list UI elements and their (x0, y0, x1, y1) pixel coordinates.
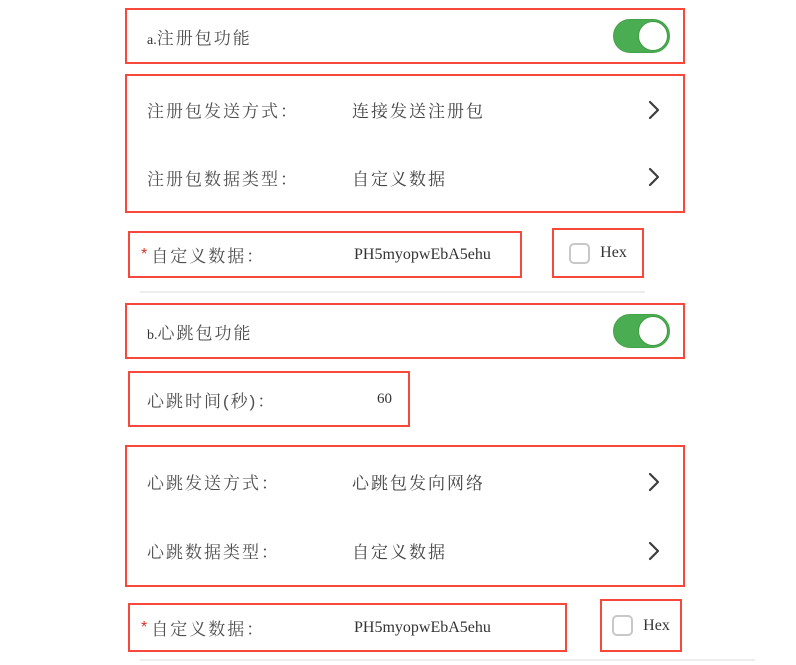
register-feature-row (127, 10, 683, 62)
annotation-box-heartbeat-group (125, 445, 685, 587)
heartbeat-custom-data-row (130, 605, 565, 650)
chevron-right-icon (648, 472, 660, 492)
register-hex-label: Hex (600, 244, 627, 261)
heartbeat-data-type-label: 心跳数据类型： (147, 543, 280, 562)
heartbeat-data-type-row[interactable] (127, 516, 683, 585)
bottom-separator (140, 659, 755, 661)
heartbeat-hex-label: Hex (643, 616, 670, 634)
required-asterisk: * (141, 245, 150, 263)
heartbeat-hex-checkbox[interactable] (612, 615, 633, 636)
heartbeat-prefix: b. (147, 327, 158, 343)
annotation-box-register-group (125, 74, 685, 213)
register-custom-data-label-text: 自定义数据： (151, 247, 266, 266)
register-send-mode-label: 注册包发送方式： (147, 102, 299, 122)
required-asterisk: * (141, 618, 150, 636)
register-prefix: a. (147, 32, 157, 48)
chevron-right-icon (648, 541, 660, 561)
chevron-right-icon (648, 100, 660, 120)
heartbeat-feature-toggle[interactable] (613, 314, 670, 348)
heartbeat-custom-data-field[interactable]: PH5myopwEbA5ehu (354, 618, 491, 636)
heartbeat-feature-row (127, 305, 683, 357)
register-data-type-label: 注册包数据类型： (147, 169, 299, 189)
heartbeat-data-type-value: 自定义数据 (352, 543, 447, 562)
register-custom-data-field[interactable]: PH5myopwEbA5ehu (354, 245, 491, 263)
heartbeat-feature-label (147, 319, 253, 344)
register-custom-data-label (141, 242, 265, 267)
annotation-box-register-custom-data (128, 231, 522, 278)
annotation-box-heartbeat-custom-data (128, 603, 567, 652)
heartbeat-time-label: 心跳时间(秒)： (147, 391, 277, 411)
register-custom-data-row (130, 233, 520, 276)
register-feature-label (147, 24, 252, 49)
heartbeat-time-row (130, 373, 408, 425)
register-hex-option (554, 230, 642, 276)
annotation-box-heartbeat-time (128, 371, 410, 427)
heartbeat-hex-option (602, 601, 680, 650)
annotation-box-heartbeat-hex (600, 599, 682, 652)
annotation-box-register-hex (552, 228, 644, 278)
section-separator (140, 291, 645, 293)
register-send-mode-row[interactable] (127, 76, 683, 144)
chevron-right-icon (648, 167, 660, 187)
annotation-box-register-header (125, 8, 685, 64)
heartbeat-custom-data-label (141, 615, 265, 640)
heartbeat-label-text: 心跳包功能 (157, 323, 253, 343)
heartbeat-custom-data-label-text: 自定义数据： (151, 620, 266, 639)
register-feature-toggle[interactable] (613, 19, 670, 53)
register-data-type-row[interactable] (127, 144, 683, 212)
toggle-knob (638, 316, 668, 346)
heartbeat-send-mode-row[interactable] (127, 447, 683, 516)
heartbeat-send-mode-value: 心跳包发向网络 (352, 474, 485, 493)
register-label-text: 注册包功能 (156, 28, 252, 48)
heartbeat-send-mode-label: 心跳发送方式： (147, 474, 280, 493)
register-data-type-value: 自定义数据 (352, 169, 447, 189)
register-send-mode-value: 连接发送注册包 (352, 102, 485, 122)
annotation-box-heartbeat-header (125, 303, 685, 359)
heartbeat-time-field[interactable]: 60 (377, 390, 392, 407)
register-hex-checkbox[interactable] (569, 243, 590, 264)
toggle-knob (638, 21, 668, 51)
